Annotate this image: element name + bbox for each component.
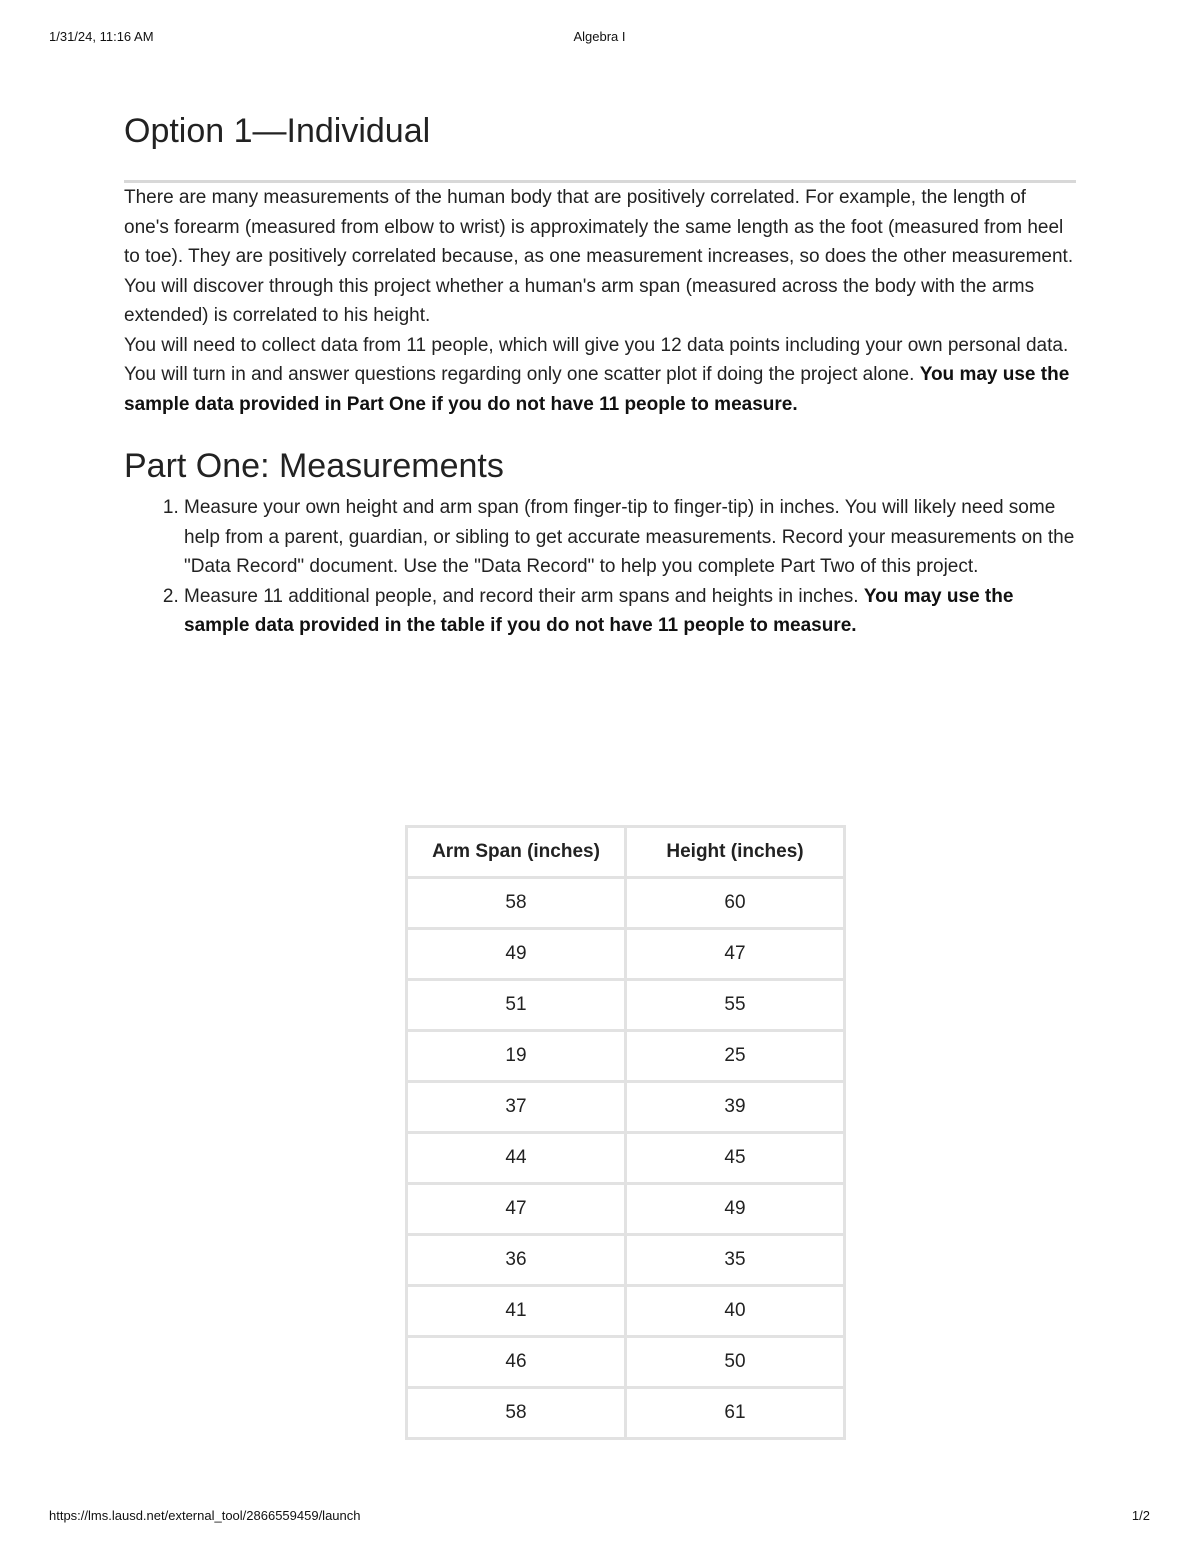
height-cell: 35 — [626, 1235, 845, 1286]
height-cell: 49 — [626, 1184, 845, 1235]
height-header: Height (inches) — [626, 827, 845, 878]
height-cell: 47 — [626, 929, 845, 980]
arm-span-cell: 19 — [407, 1031, 626, 1082]
print-footer — [49, 1508, 1150, 1526]
arm-span-cell: 58 — [407, 1388, 626, 1439]
arm-span-cell: 46 — [407, 1337, 626, 1388]
data-collection-text: You will need to collect data from 11 people, which will give you 12 data points including your own personal data. You will turn in and answer questions regarding only one scatter plot if doing the project alone. — [124, 334, 1069, 385]
height-cell: 61 — [626, 1388, 845, 1439]
list-item — [184, 582, 1076, 641]
table-row — [407, 1235, 845, 1286]
height-cell: 55 — [626, 980, 845, 1031]
arm-span-cell: 36 — [407, 1235, 626, 1286]
height-cell: 50 — [626, 1337, 845, 1388]
arm-span-cell: 47 — [407, 1184, 626, 1235]
intro-paragraph: There are many measurements of the human body that are positively correlated. For example, the length of one's forearm (measured from elbow to wrist) is approximately the same length as the foot (measured from heel to toe). They are positively correlated because, as one measurement increases, so does the other measurement. — [124, 187, 1074, 267]
table-row — [407, 1337, 845, 1388]
page-url: https://lms.lausd.net/external_tool/2866559459/launch — [49, 1508, 361, 1523]
part-one-heading: Part One: Measurements — [124, 447, 504, 485]
main-content — [124, 108, 1076, 641]
arm-span-header: Arm Span (inches) — [407, 827, 626, 878]
table-header-row — [407, 827, 845, 878]
print-timestamp: 1/31/24, 11:16 AM — [49, 29, 154, 44]
arm-span-cell: 44 — [407, 1133, 626, 1184]
list-item: 1. Measure your own height and arm span (from finger-tip to finger-tip) in inches. You will likely need some help from a parent, guardian, or sibling to get accurate measurements. Record your measurements on the "Data Record" document. Use the "Data Record" to help you complete Part Two of this project. — [184, 493, 1076, 582]
table-row — [407, 1031, 845, 1082]
step2-sample-note: You may use the sample data provided in the table if you do not have 11 people to measure. — [184, 585, 1014, 636]
steps-list — [124, 493, 1076, 641]
arm-span-cell: 49 — [407, 929, 626, 980]
height-cell: 40 — [626, 1286, 845, 1337]
table-row — [407, 1184, 845, 1235]
print-header — [49, 29, 1150, 47]
arm-span-cell: 37 — [407, 1082, 626, 1133]
arm-span-cell: 41 — [407, 1286, 626, 1337]
table-row — [407, 929, 845, 980]
print-page-title: Algebra I — [573, 29, 626, 44]
discovery-paragraph: You will discover through this project whether a human's arm span (measured across the body with the arms extended) is correlated to his height. — [124, 275, 1035, 326]
sample-data-note: You may use the sample data provided in Part One if you do not have 11 people to measure. — [124, 364, 1070, 415]
height-cell: 25 — [626, 1031, 845, 1082]
table-row — [407, 1133, 845, 1184]
table-row — [407, 1388, 845, 1439]
table-row — [407, 980, 845, 1031]
table-row — [407, 1286, 845, 1337]
step2-text: Measure 11 additional people, and record their arm spans and heights in inches. — [184, 585, 864, 607]
page-number: 1/2 — [1131, 1508, 1150, 1523]
height-cell: 60 — [626, 878, 845, 929]
arm-span-cell: 58 — [407, 878, 626, 929]
arm-span-cell: 51 — [407, 980, 626, 1031]
table-row — [407, 878, 845, 929]
height-cell: 39 — [626, 1082, 845, 1133]
table-row — [407, 1082, 845, 1133]
sample-data-table — [405, 825, 846, 1440]
data-collection-paragraph — [124, 331, 1076, 420]
page-title: Option 1—Individual — [124, 112, 431, 150]
height-cell: 45 — [626, 1133, 845, 1184]
